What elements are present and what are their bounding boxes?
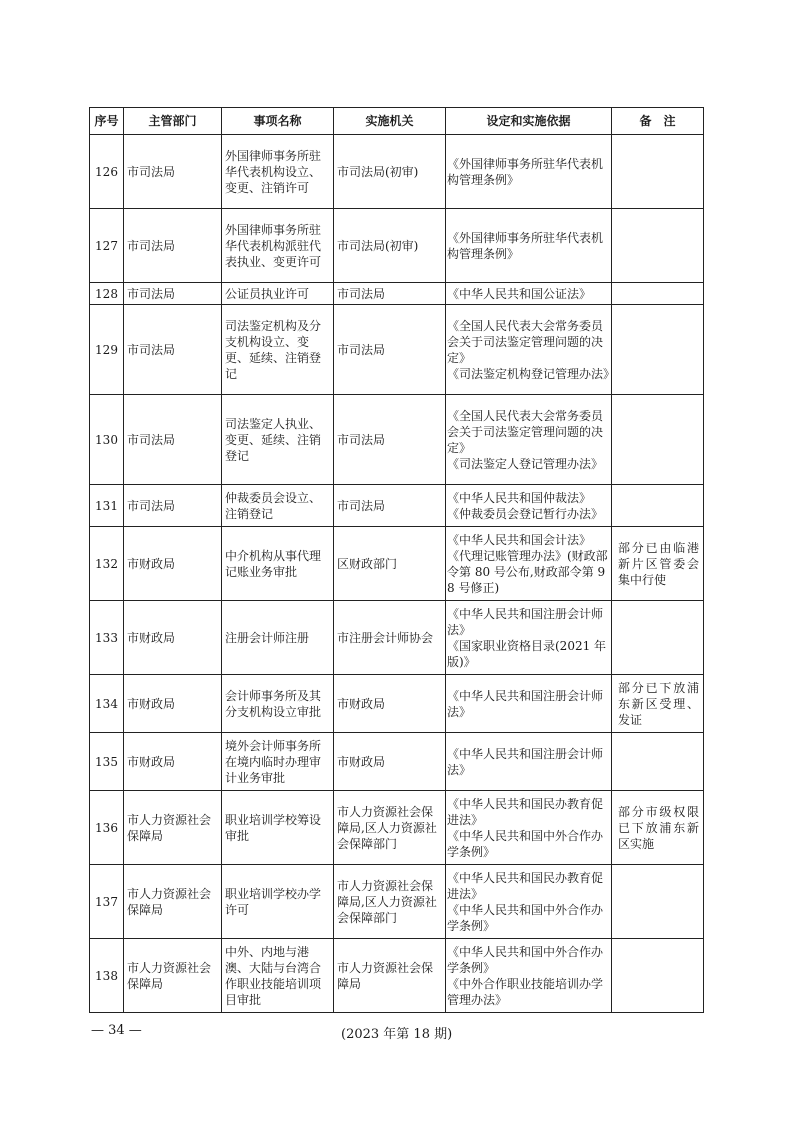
cell-implementing-agency: 市人力资源社会保障局 [334,939,446,1013]
cell-serial-number: 135 [90,733,124,791]
table-row [90,209,704,283]
cell-item-name: 注册会计师注册 [222,601,334,675]
basis-line: 《中华人民共和国公证法》 [447,286,592,301]
issue-label: (2023 年第 18 期) [341,1027,453,1042]
cell-item-name: 外国律师事务所驻华代表机构派驻代表执业、变更许可 [222,209,334,283]
basis-line: 《国家职业资格目录(2021 年版)》 [447,638,607,669]
cell-serial-number: 138 [90,939,124,1013]
cell-legal-basis [446,283,612,305]
cell-serial-number: 128 [90,283,124,305]
cell-legal-basis [446,865,612,939]
table-row [90,601,704,675]
cell-remarks [612,865,704,939]
basis-line: 《中华人民共和国注册会计师法》 [447,688,604,719]
cell-remarks [612,395,704,485]
cell-implementing-agency: 市司法局 [334,395,446,485]
cell-remarks [612,135,704,209]
cell-item-name: 中外、内地与港澳、大陆与台湾合作职业技能培训项目审批 [222,939,334,1013]
basis-line: 《司法鉴定机构登记管理办法》 [447,366,616,381]
cell-item-name: 仲裁委员会设立、注销登记 [222,485,334,527]
cell-serial-number: 137 [90,865,124,939]
cell-legal-basis [446,485,612,527]
basis-line: 《中外合作职业技能培训办学管理办法》 [447,976,604,1007]
cell-legal-basis [446,135,612,209]
cell-serial-number: 134 [90,675,124,733]
cell-legal-basis [446,675,612,733]
cell-serial-number: 126 [90,135,124,209]
cell-remarks [612,283,704,305]
table-row [90,791,704,865]
cell-item-name: 公证员执业许可 [222,283,334,305]
cell-legal-basis [446,527,612,601]
cell-item-name: 外国律师事务所驻华代表机构设立、变更、注销许可 [222,135,334,209]
cell-item-name: 司法鉴定机构及分支机构设立、变更、延续、注销登记 [222,305,334,395]
cell-remarks [612,601,704,675]
cell-department: 市人力资源社会保障局 [124,791,222,865]
cell-legal-basis [446,305,616,395]
cell-implementing-agency: 市注册会计师协会 [334,601,446,675]
cell-department: 市人力资源社会保障局 [124,939,222,1013]
cell-department: 市司法局 [124,135,222,209]
cell-item-name: 中介机构从事代理记账业务审批 [222,527,334,601]
cell-implementing-agency: 市财政局 [334,733,446,791]
cell-serial-number: 132 [90,527,124,601]
approval-items-table [89,107,704,1013]
header-department: 主管部门 [124,108,222,135]
header-legal-basis: 设定和实施依据 [446,108,612,135]
basis-line: 《全国人民代表大会常务委员会关于司法鉴定管理问题的决定》 [447,408,604,455]
header-item-name: 事项名称 [222,108,334,135]
cell-legal-basis [446,733,612,791]
cell-item-name: 境外会计师事务所在境内临时办理审计业务审批 [222,733,334,791]
cell-serial-number: 136 [90,791,124,865]
table-row [90,305,704,395]
cell-serial-number: 133 [90,601,124,675]
table-row [90,939,704,1013]
table-row [90,733,704,791]
cell-remarks [612,733,704,791]
cell-implementing-agency: 市人力资源社会保障局,区人力资源社会保障部门 [334,865,446,939]
basis-line: 《外国律师事务所驻华代表机构管理条例》 [447,156,604,187]
table-header-row [90,108,704,135]
basis-line: 《司法鉴定人登记管理办法》 [447,456,604,471]
cell-department: 市司法局 [124,283,222,305]
header-serial-number: 序号 [90,108,124,135]
header-remarks: 备 注 [612,108,704,135]
table-row [90,865,704,939]
cell-legal-basis [446,209,612,283]
cell-serial-number: 130 [90,395,124,485]
cell-remarks: 部分已下放浦东新区受理、发证 [612,675,704,733]
basis-line: 《外国律师事务所驻华代表机构管理条例》 [447,230,604,261]
table-body [90,135,704,1013]
cell-remarks [612,209,704,283]
cell-department: 市司法局 [124,305,222,395]
basis-line: 《中华人民共和国民办教育促进法》 [447,870,604,901]
cell-implementing-agency: 市司法局(初审) [334,209,446,283]
cell-legal-basis [446,601,612,675]
table-row [90,283,704,305]
basis-line: 《中华人民共和国注册会计师法》 [447,606,604,637]
cell-department: 市司法局 [124,395,222,485]
cell-remarks: 部分已由临港新片区管委会集中行使 [612,527,704,601]
cell-item-name: 会计师事务所及其分支机构设立审批 [222,675,334,733]
cell-legal-basis [446,939,612,1013]
cell-implementing-agency: 市人力资源社会保障局,区人力资源社会保障部门 [334,791,446,865]
cell-item-name: 职业培训学校筹设审批 [222,791,334,865]
cell-remarks [612,939,704,1013]
table-row [90,395,704,485]
cell-department: 市司法局 [124,485,222,527]
cell-implementing-agency: 区财政部门 [334,527,446,601]
cell-department: 市财政局 [124,601,222,675]
table-row [90,527,704,601]
basis-line: 《中华人民共和国注册会计师法》 [447,746,604,777]
basis-line: 《代理记账管理办法》(财政部令第 80 号公布,财政部令第 98 号修正) [447,548,608,595]
basis-line: 《全国人民代表大会常务委员会关于司法鉴定管理问题的决定》 [447,318,604,365]
table-row [90,485,704,527]
table-row [90,135,704,209]
basis-line: 《中华人民共和国中外合作办学条例》 [447,828,604,859]
cell-implementing-agency: 市司法局(初审) [334,135,446,209]
cell-remarks [612,305,704,395]
basis-line: 《中华人民共和国中外合作办学条例》 [447,902,604,933]
cell-implementing-agency: 市司法局 [334,283,446,305]
basis-line: 《中华人民共和国民办教育促进法》 [447,796,604,827]
cell-serial-number: 129 [90,305,124,395]
cell-department: 市财政局 [124,527,222,601]
cell-legal-basis [446,791,612,865]
cell-legal-basis [446,395,612,485]
header-implementing-agency: 实施机关 [334,108,446,135]
basis-line: 《中华人民共和国仲裁法》 [447,490,592,505]
cell-implementing-agency: 市司法局 [334,305,446,395]
cell-serial-number: 131 [90,485,124,527]
basis-line: 《中华人民共和国中外合作办学条例》 [447,944,604,975]
cell-department: 市财政局 [124,675,222,733]
cell-department: 市司法局 [124,209,222,283]
cell-remarks [612,485,704,527]
cell-department: 市财政局 [124,733,222,791]
cell-implementing-agency: 市司法局 [334,485,446,527]
page-number: — 34 — [91,1023,142,1038]
cell-item-name: 司法鉴定人执业、变更、延续、注销登记 [222,395,334,485]
cell-serial-number: 127 [90,209,124,283]
cell-item-name: 职业培训学校办学许可 [222,865,334,939]
basis-line: 《中华人民共和国会计法》 [447,532,592,547]
cell-department: 市人力资源社会保障局 [124,865,222,939]
table-row [90,675,704,733]
cell-implementing-agency: 市财政局 [334,675,446,733]
basis-line: 《仲裁委员会登记暂行办法》 [447,506,604,521]
cell-remarks: 部分市级权限已下放浦东新区实施 [612,791,704,865]
